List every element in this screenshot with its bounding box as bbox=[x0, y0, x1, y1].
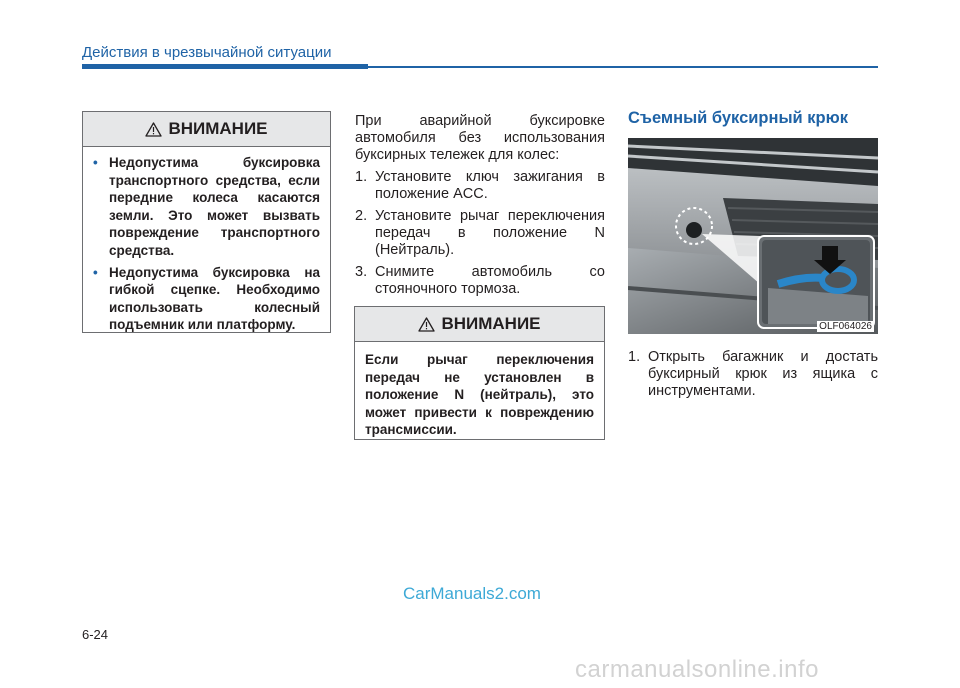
header-rule-thin bbox=[368, 66, 878, 68]
warning-header bbox=[355, 307, 604, 342]
tow-hook-photo bbox=[628, 138, 878, 334]
warning-item-text: Недопустима буксировка на гибкой сцепке. Необходимо использовать колесный подъемник или платформу. bbox=[109, 264, 320, 333]
bullet-icon: • bbox=[93, 264, 98, 280]
header-rule-thick bbox=[82, 64, 368, 69]
image-code: OLF064026 bbox=[819, 321, 872, 332]
warning-item bbox=[93, 154, 320, 260]
warning-box-towing bbox=[82, 111, 331, 333]
warning-body bbox=[355, 342, 604, 447]
warning-title: ВНИМАНИЕ bbox=[168, 119, 268, 138]
warning-triangle-icon bbox=[145, 122, 162, 137]
hook-instructions bbox=[628, 345, 878, 400]
warning-text: Если рычаг переключения передач не установлен в положение N (нейтраль), это может привести к повреждению трансмиссии. bbox=[365, 352, 594, 438]
watermark-text: carmanualsonline.info bbox=[575, 656, 819, 683]
warning-box-gear bbox=[354, 306, 605, 440]
step-text: Установите рычаг переключения передач в положение N (Нейтраль). bbox=[375, 208, 605, 258]
step-text: Снимите автомобиль со стояночного тормоза. bbox=[375, 264, 605, 297]
bumper-illustration bbox=[628, 138, 878, 334]
step-text: Открыть багажник и достать буксирный крюк из ящика с инструментами. bbox=[648, 349, 878, 399]
section-title: Съемный буксирный крюк bbox=[628, 109, 848, 127]
footer-link[interactable]: CarManuals2.com bbox=[403, 584, 541, 603]
step-number: 3. bbox=[355, 264, 368, 280]
step-number: 1. bbox=[628, 349, 641, 365]
page-header-title: Действия в чрезвычайной ситуации bbox=[82, 44, 332, 61]
towing-intro: При аварийной буксировке автомобиля без использования буксирных тележек для колес: bbox=[355, 113, 605, 163]
warning-item bbox=[93, 264, 320, 334]
step-item bbox=[628, 349, 878, 400]
step-item bbox=[355, 169, 605, 203]
step-item bbox=[355, 264, 605, 298]
page-number: 6-24 bbox=[82, 627, 109, 642]
step-text: Установите ключ зажигания в положение ACC. bbox=[375, 169, 605, 202]
warning-header bbox=[83, 112, 330, 147]
warning-item-text: Недопустима буксировка транспортного средства, если передние колеса касаются земли. Это может вызвать повреждение транспортного средства. bbox=[109, 155, 320, 258]
bullet-icon: • bbox=[93, 155, 98, 170]
step-number: 1. bbox=[355, 169, 368, 185]
warning-body bbox=[83, 147, 330, 346]
warning-triangle-icon bbox=[418, 317, 435, 332]
step-number: 2. bbox=[355, 208, 368, 224]
towing-instructions bbox=[355, 113, 605, 298]
warning-title: ВНИМАНИЕ bbox=[441, 314, 541, 333]
step-item bbox=[355, 208, 605, 259]
